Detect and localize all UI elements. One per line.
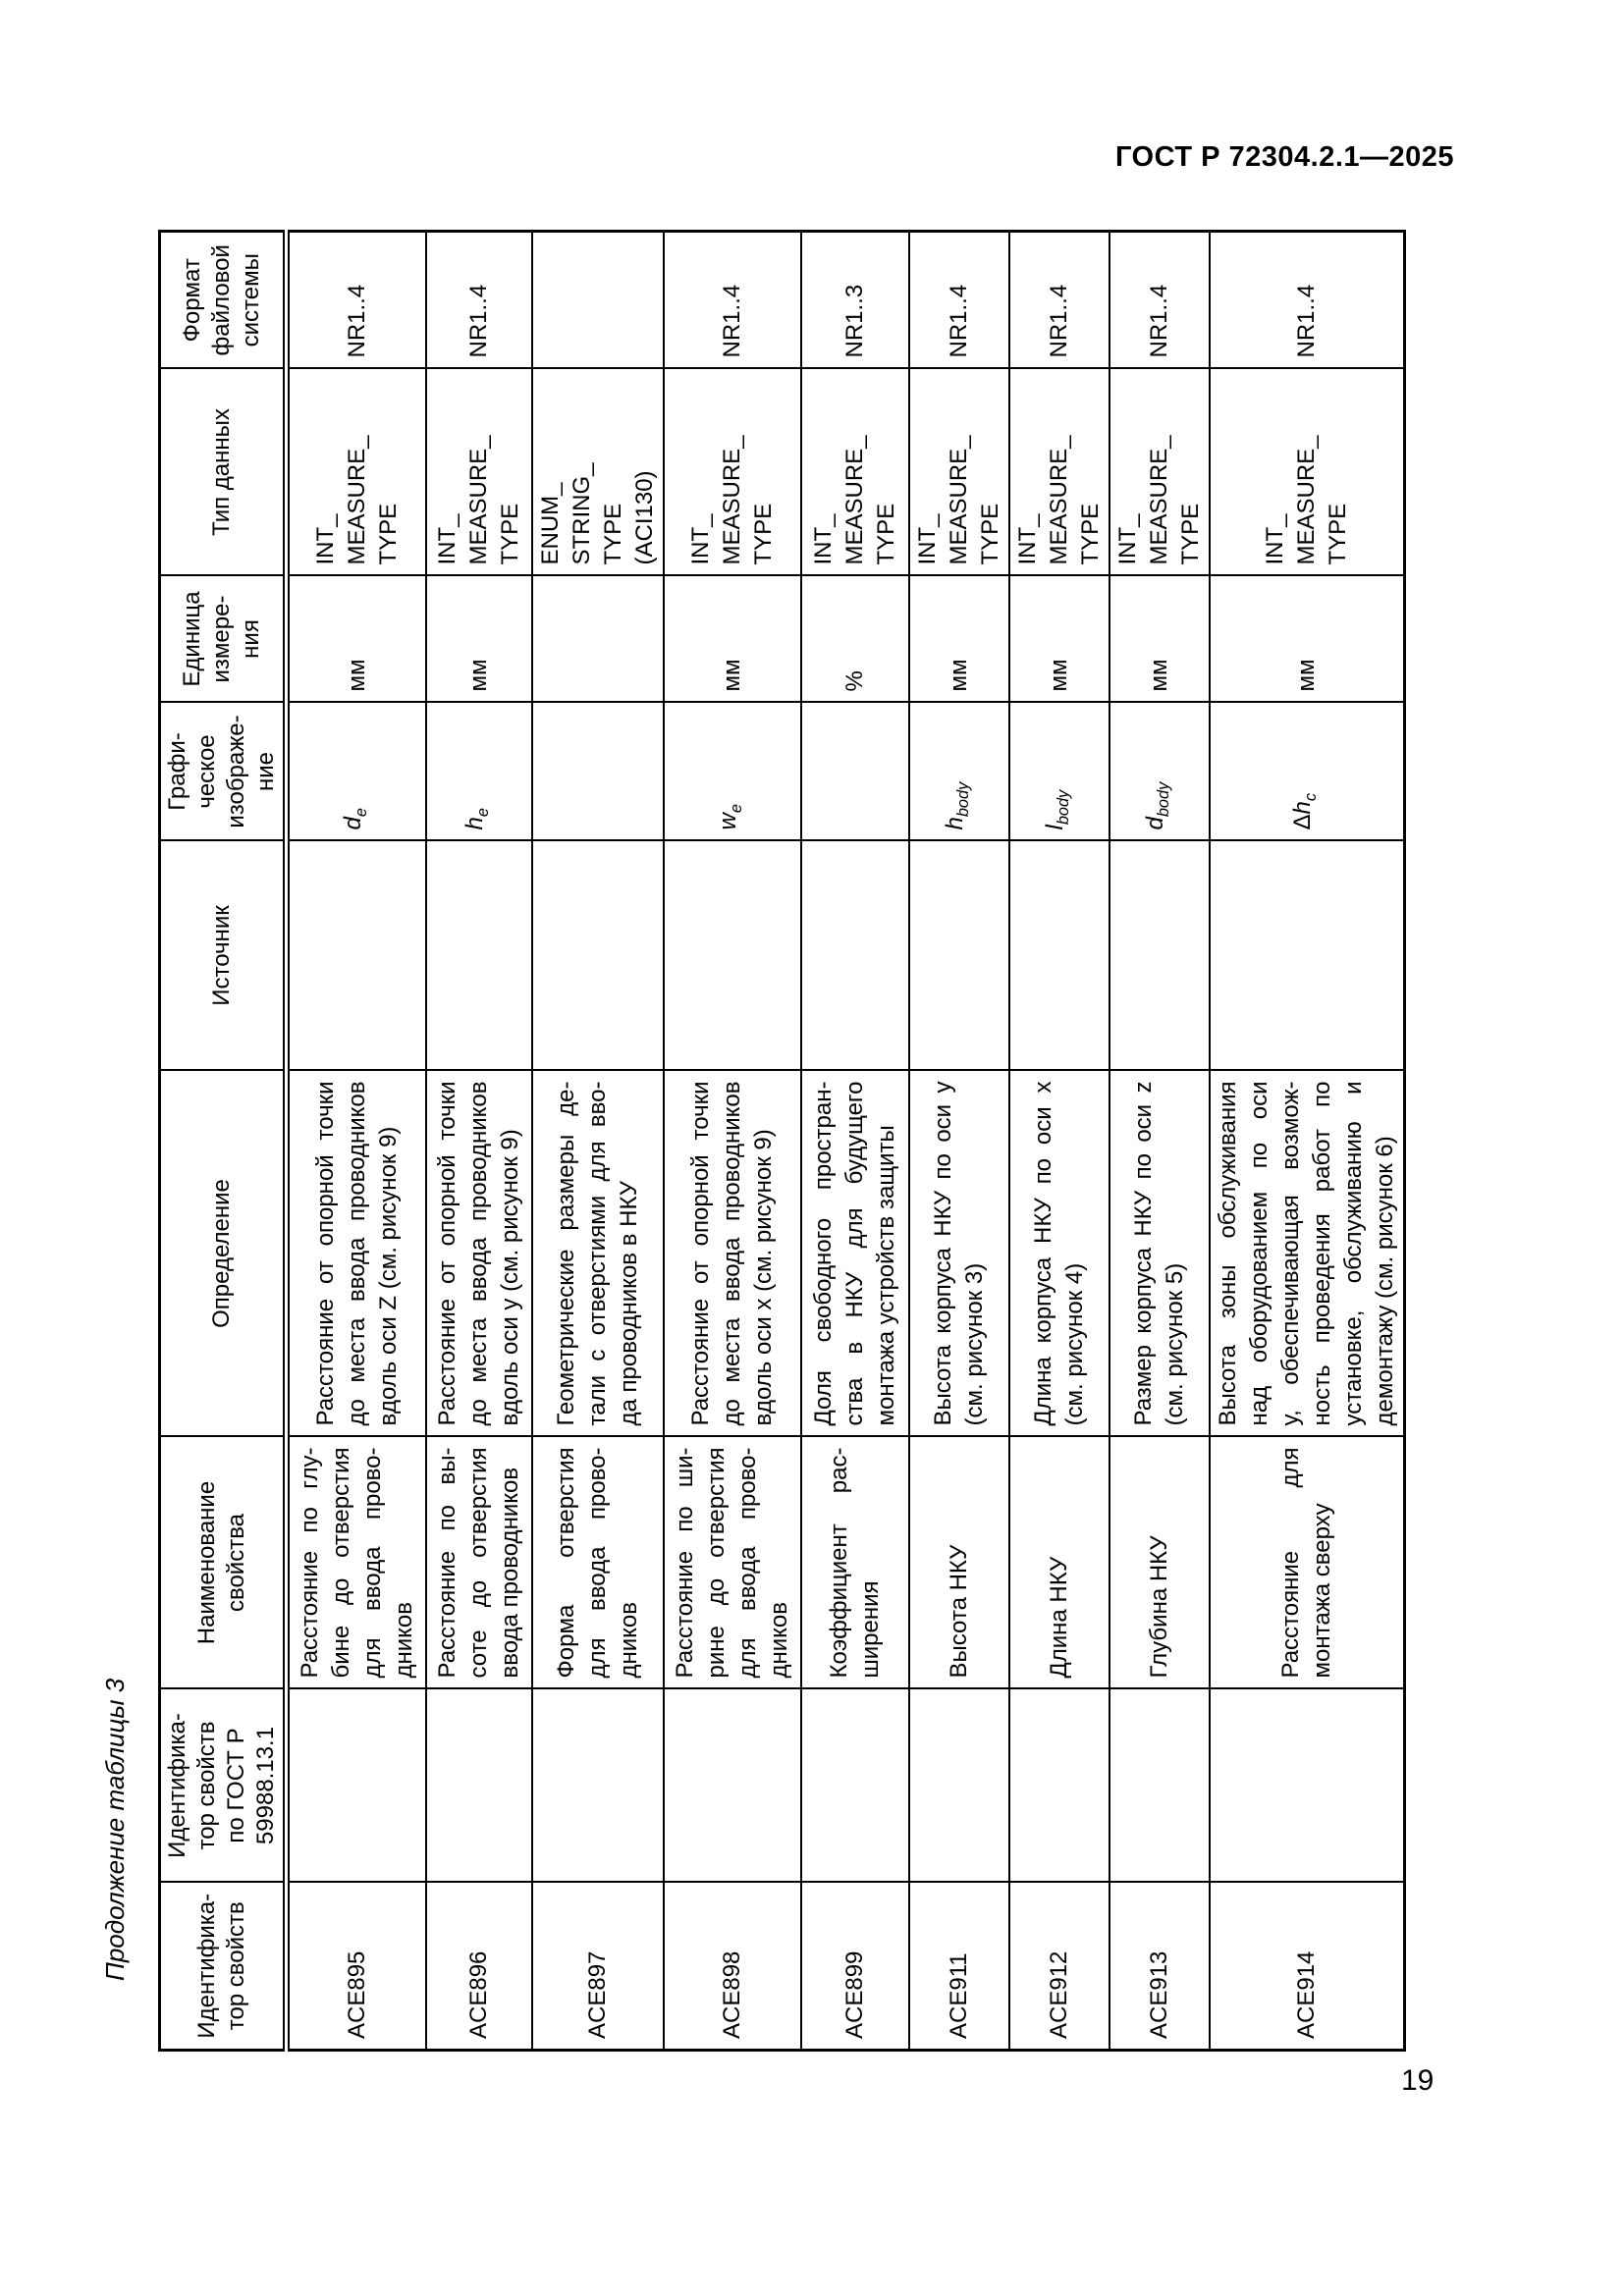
cell-ACE899-gost (801, 1689, 909, 1883)
cell-ACE914-id: ACE914 (1210, 1883, 1405, 2051)
cell-ACE899-unit: % (801, 576, 909, 703)
cell-ACE898-type: INT_ MEASURE_ TYPE (664, 369, 801, 576)
properties-table-container (158, 233, 1398, 2052)
cell-ACE895-graphic: $d_e$ (287, 703, 426, 841)
cell-ACE899-type: INT_ MEASURE_ TYPE (801, 369, 909, 576)
properties-table (158, 230, 1406, 2052)
cell-ACE914-type: INT_ MEASURE_ TYPE (1210, 369, 1405, 576)
cell-ACE913-unit: мм (1110, 576, 1210, 703)
cell-ACE912-name: Длина НКУ (1009, 1437, 1110, 1689)
cell-ACE912-definition: Длина корпуса НКУ по оси x (см. рисунок 4) (1009, 1071, 1110, 1437)
cell-ACE911-source (909, 841, 1009, 1071)
cell-ACE914-unit: мм (1210, 576, 1405, 703)
cell-ACE898-id: ACE898 (664, 1883, 801, 2051)
cell-ACE896-id: ACE896 (426, 1883, 532, 2051)
cell-ACE897-gost (532, 1689, 664, 1883)
cell-ACE899-id: ACE899 (801, 1883, 909, 2051)
cell-ACE897-source (532, 841, 664, 1071)
table-row-ACE913 (1110, 232, 1210, 2051)
table-row-ACE895 (287, 232, 426, 2051)
cell-ACE911-format: NR1..4 (909, 232, 1009, 369)
cell-ACE913-format: NR1..4 (1110, 232, 1210, 369)
cell-ACE897-name: Форма отверстия для ввода прово- дников (532, 1437, 664, 1689)
cell-ACE911-graphic: $h_{body}$ (909, 703, 1009, 841)
column-header-id: Идентифика- тор свойств (160, 1883, 287, 2051)
cell-ACE912-source (1009, 841, 1110, 1071)
cell-ACE913-gost (1110, 1689, 1210, 1883)
cell-ACE911-name: Высота НКУ (909, 1437, 1009, 1689)
cell-ACE899-graphic (801, 703, 909, 841)
cell-ACE899-source (801, 841, 909, 1071)
cell-ACE896-name: Расстояние по вы- соте до отверстия ввода проводников (426, 1437, 532, 1689)
cell-ACE898-name: Расстояние по ши- рине до отверстия для ввода прово- дников (664, 1437, 801, 1689)
cell-ACE898-format: NR1..4 (664, 232, 801, 369)
column-header-definition: Определение (160, 1071, 287, 1437)
cell-ACE912-type: INT_ MEASURE_ TYPE (1009, 369, 1110, 576)
cell-ACE898-graphic: $w_e$ (664, 703, 801, 841)
cell-ACE897-type: ENUM_ STRING_ TYPE (ACI130) (532, 369, 664, 576)
cell-ACE913-id: ACE913 (1110, 1883, 1210, 2051)
cell-ACE895-unit: мм (287, 576, 426, 703)
cell-ACE911-unit: мм (909, 576, 1009, 703)
cell-ACE895-source (287, 841, 426, 1071)
column-header-type: Тип данных (160, 369, 287, 576)
cell-ACE896-gost (426, 1689, 532, 1883)
cell-ACE898-gost (664, 1689, 801, 1883)
column-header-name: Наименование свойства (160, 1437, 287, 1689)
cell-ACE897-format (532, 232, 664, 369)
cell-ACE911-gost (909, 1689, 1009, 1883)
page-number: 19 (1401, 2064, 1435, 2097)
cell-ACE898-unit: мм (664, 576, 801, 703)
cell-ACE896-graphic: $h_e$ (426, 703, 532, 841)
cell-ACE895-format: NR1..4 (287, 232, 426, 369)
cell-ACE914-graphic: $\Delta h_c$ (1210, 703, 1405, 841)
cell-ACE912-gost (1009, 1689, 1110, 1883)
cell-ACE911-type: INT_ MEASURE_ TYPE (909, 369, 1009, 576)
cell-ACE897-unit (532, 576, 664, 703)
table-row-ACE898 (664, 232, 801, 2051)
cell-ACE896-source (426, 841, 532, 1071)
cell-ACE897-id: ACE897 (532, 1883, 664, 2051)
column-header-gost: Идентифика- тор свойств по ГОСТ Р 59988.13.1 (160, 1689, 287, 1883)
table-row-ACE897 (532, 232, 664, 2051)
cell-ACE897-graphic (532, 703, 664, 841)
cell-ACE914-format: NR1..4 (1210, 232, 1405, 369)
table-row-ACE899 (801, 232, 909, 2051)
cell-ACE895-name: Расстояние по глу- бине до отверстия для ввода прово- дников (287, 1437, 426, 1689)
cell-ACE913-graphic: $d_{body}$ (1110, 703, 1210, 841)
cell-ACE913-definition: Размер корпуса НКУ по оси z (см. рисунок 5) (1110, 1071, 1210, 1437)
cell-ACE895-definition: Расстояние от опорной точки до места ввода проводников вдоль оси Z (см. рисунок 9) (287, 1071, 426, 1437)
cell-ACE913-type: INT_ MEASURE_ TYPE (1110, 369, 1210, 576)
cell-ACE911-definition: Высота корпуса НКУ по оси у (см. рисунок 3) (909, 1071, 1009, 1437)
cell-ACE899-definition: Доля свободного простран- ства в НКУ для будущего монтажа устройств защиты (801, 1071, 909, 1437)
cell-ACE895-type: INT_ MEASURE_ TYPE (287, 369, 426, 576)
cell-ACE911-id: ACE911 (909, 1883, 1009, 2051)
cell-ACE896-format: NR1..4 (426, 232, 532, 369)
cell-ACE914-name: Расстояние для монтажа сверху (1210, 1437, 1405, 1689)
table-row-ACE911 (909, 232, 1009, 2051)
cell-ACE913-name: Глубина НКУ (1110, 1437, 1210, 1689)
cell-ACE895-id: ACE895 (287, 1883, 426, 2051)
cell-ACE899-format: NR1..3 (801, 232, 909, 369)
document-header: ГОСТ Р 72304.2.1—2025 (1115, 141, 1455, 173)
column-header-source: Источник (160, 841, 287, 1071)
cell-ACE898-definition: Расстояние от опорной точки до места ввода проводников вдоль оси x (см. рисунок 9) (664, 1071, 801, 1437)
cell-ACE898-source (664, 841, 801, 1071)
column-header-unit: Единица измере- ния (160, 576, 287, 703)
cell-ACE896-type: INT_ MEASURE_ TYPE (426, 369, 532, 576)
column-header-format: Формат файловой системы (160, 232, 287, 369)
table-row-ACE912 (1009, 232, 1110, 2051)
table-row-ACE896 (426, 232, 532, 2051)
cell-ACE912-unit: мм (1009, 576, 1110, 703)
cell-ACE912-graphic: $l_{body}$ (1009, 703, 1110, 841)
cell-ACE896-definition: Расстояние от опорной точки до места ввода проводников вдоль оси у (см. рисунок 9) (426, 1071, 532, 1437)
cell-ACE897-definition: Геометрические размеры де- тали с отверстиями для вво- да проводников в НКУ (532, 1071, 664, 1437)
column-header-graphic: Графи- ческое изображе- ние (160, 703, 287, 841)
cell-ACE914-gost (1210, 1689, 1405, 1883)
cell-ACE896-unit: мм (426, 576, 532, 703)
cell-ACE899-name: Коэффициент рас- ширения (801, 1437, 909, 1689)
table-row-ACE914 (1210, 232, 1405, 2051)
cell-ACE912-format: NR1..4 (1009, 232, 1110, 369)
cell-ACE914-source (1210, 841, 1405, 1071)
cell-ACE912-id: ACE912 (1009, 1883, 1110, 2051)
table-caption: Продолжение таблицы 3 (100, 1678, 130, 1981)
cell-ACE895-gost (287, 1689, 426, 1883)
cell-ACE914-definition: Высота зоны обслуживания над оборудованием по оси у, обеспечивающая возмож- ность проведения работ по установке, обслуживанию и демонтажу (см. рисунок 6) (1210, 1071, 1405, 1437)
cell-ACE913-source (1110, 841, 1210, 1071)
